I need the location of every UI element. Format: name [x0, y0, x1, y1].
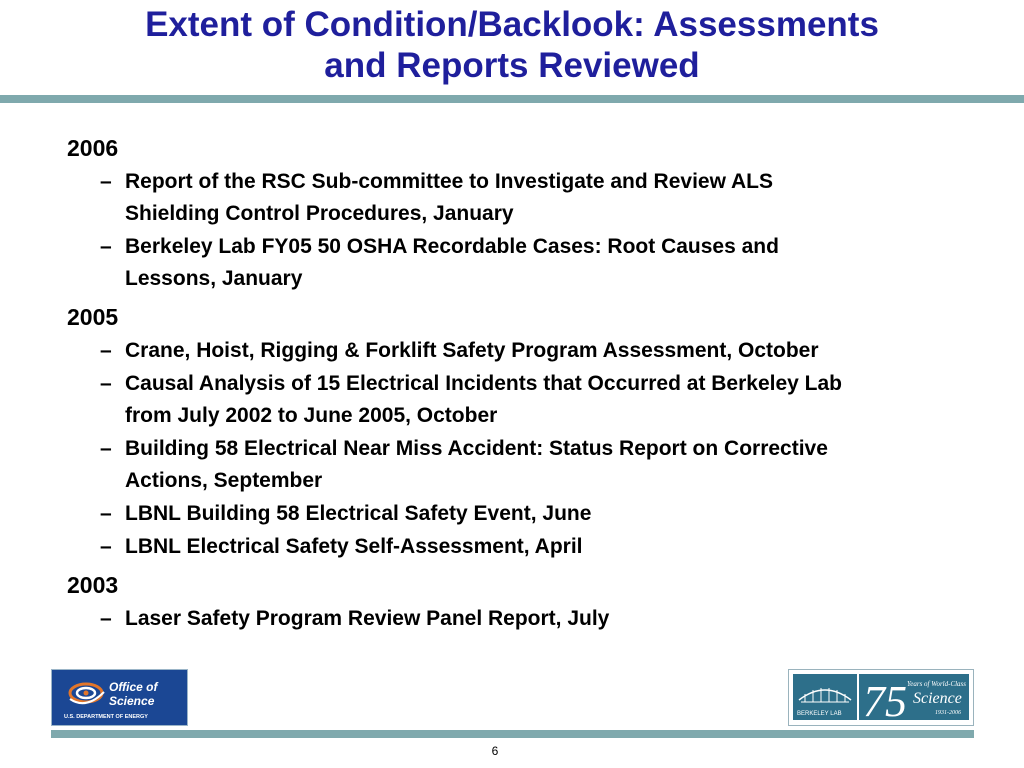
- dash-bullet: –: [100, 339, 112, 362]
- item-text-line: Report of the RSC Sub-committee to Investigate and Review ALS: [125, 170, 773, 193]
- item-text-line: Crane, Hoist, Rigging & Forklift Safety Program Assessment, October: [125, 339, 819, 362]
- dash-bullet: –: [100, 607, 112, 630]
- item-text-line: Actions, September: [125, 469, 323, 492]
- list-item: [67, 166, 1012, 230]
- list-item: [67, 531, 1012, 563]
- berkeley-lab-building-icon: [793, 674, 857, 720]
- list-item: [67, 433, 1012, 497]
- anniversary-tagline: Years of World-Class: [907, 680, 967, 688]
- logo-text-line3: U.S. DEPARTMENT OF ENERGY: [64, 714, 148, 720]
- dash-bullet: –: [100, 170, 112, 193]
- item-text-line: LBNL Building 58 Electrical Safety Event, June: [125, 502, 592, 525]
- berkeley-lab-label: BERKELEY LAB: [797, 711, 842, 717]
- anniversary-word: Science: [913, 690, 962, 707]
- year-heading: 2003: [67, 572, 119, 598]
- berkeley-lab-75-logo-graphic: [789, 670, 973, 725]
- section-2005: [67, 299, 1012, 563]
- page-number: 6: [491, 744, 499, 758]
- top-divider: [0, 95, 1024, 103]
- berkeley-lab-75-logo: [788, 669, 974, 726]
- slide-title-line-1: Extent of Condition/Backlook: Assessments: [145, 5, 879, 44]
- item-text-line: from July 2002 to June 2005, October: [125, 404, 498, 427]
- anniversary-years: 1931-2006: [935, 710, 961, 716]
- year-heading: 2005: [67, 304, 119, 330]
- office-of-science-logo: [51, 669, 188, 726]
- item-text-line: Building 58 Electrical Near Miss Accident: Status Report on Corrective: [125, 437, 828, 460]
- dash-bullet: –: [100, 235, 112, 258]
- anniversary-number: 75: [863, 677, 907, 725]
- section-2006: [67, 130, 1012, 295]
- dash-bullet: –: [100, 535, 112, 558]
- item-text-line: LBNL Electrical Safety Self-Assessment, April: [125, 535, 583, 558]
- content-area: [67, 130, 1012, 639]
- item-text-line: Berkeley Lab FY05 50 OSHA Recordable Cases: Root Causes and: [125, 235, 779, 258]
- logo-text-line2: Science: [109, 694, 155, 708]
- dash-bullet: –: [100, 437, 112, 460]
- office-of-science-logo-graphic: [52, 670, 187, 725]
- list-item: [67, 231, 1012, 295]
- section-2003: [67, 567, 1012, 635]
- item-text-line: Causal Analysis of 15 Electrical Incidents that Occurred at Berkeley Lab: [125, 372, 843, 395]
- list-item: [67, 603, 1012, 635]
- list-item: [67, 498, 1012, 530]
- item-text-line: Laser Safety Program Review Panel Report, July: [125, 607, 610, 630]
- logo-text-line1: Office of: [109, 680, 158, 694]
- bottom-divider: [51, 730, 974, 738]
- slide-title: [0, 4, 1024, 86]
- list-item: [67, 368, 1012, 432]
- year-heading: 2006: [67, 135, 119, 161]
- item-text-line: Lessons, January: [125, 267, 303, 290]
- slide-title-line-2: and Reports Reviewed: [324, 46, 700, 85]
- dash-bullet: –: [100, 372, 112, 395]
- dash-bullet: –: [100, 502, 112, 525]
- list-item: [67, 335, 1012, 367]
- item-text-line: Shielding Control Procedures, January: [125, 202, 514, 225]
